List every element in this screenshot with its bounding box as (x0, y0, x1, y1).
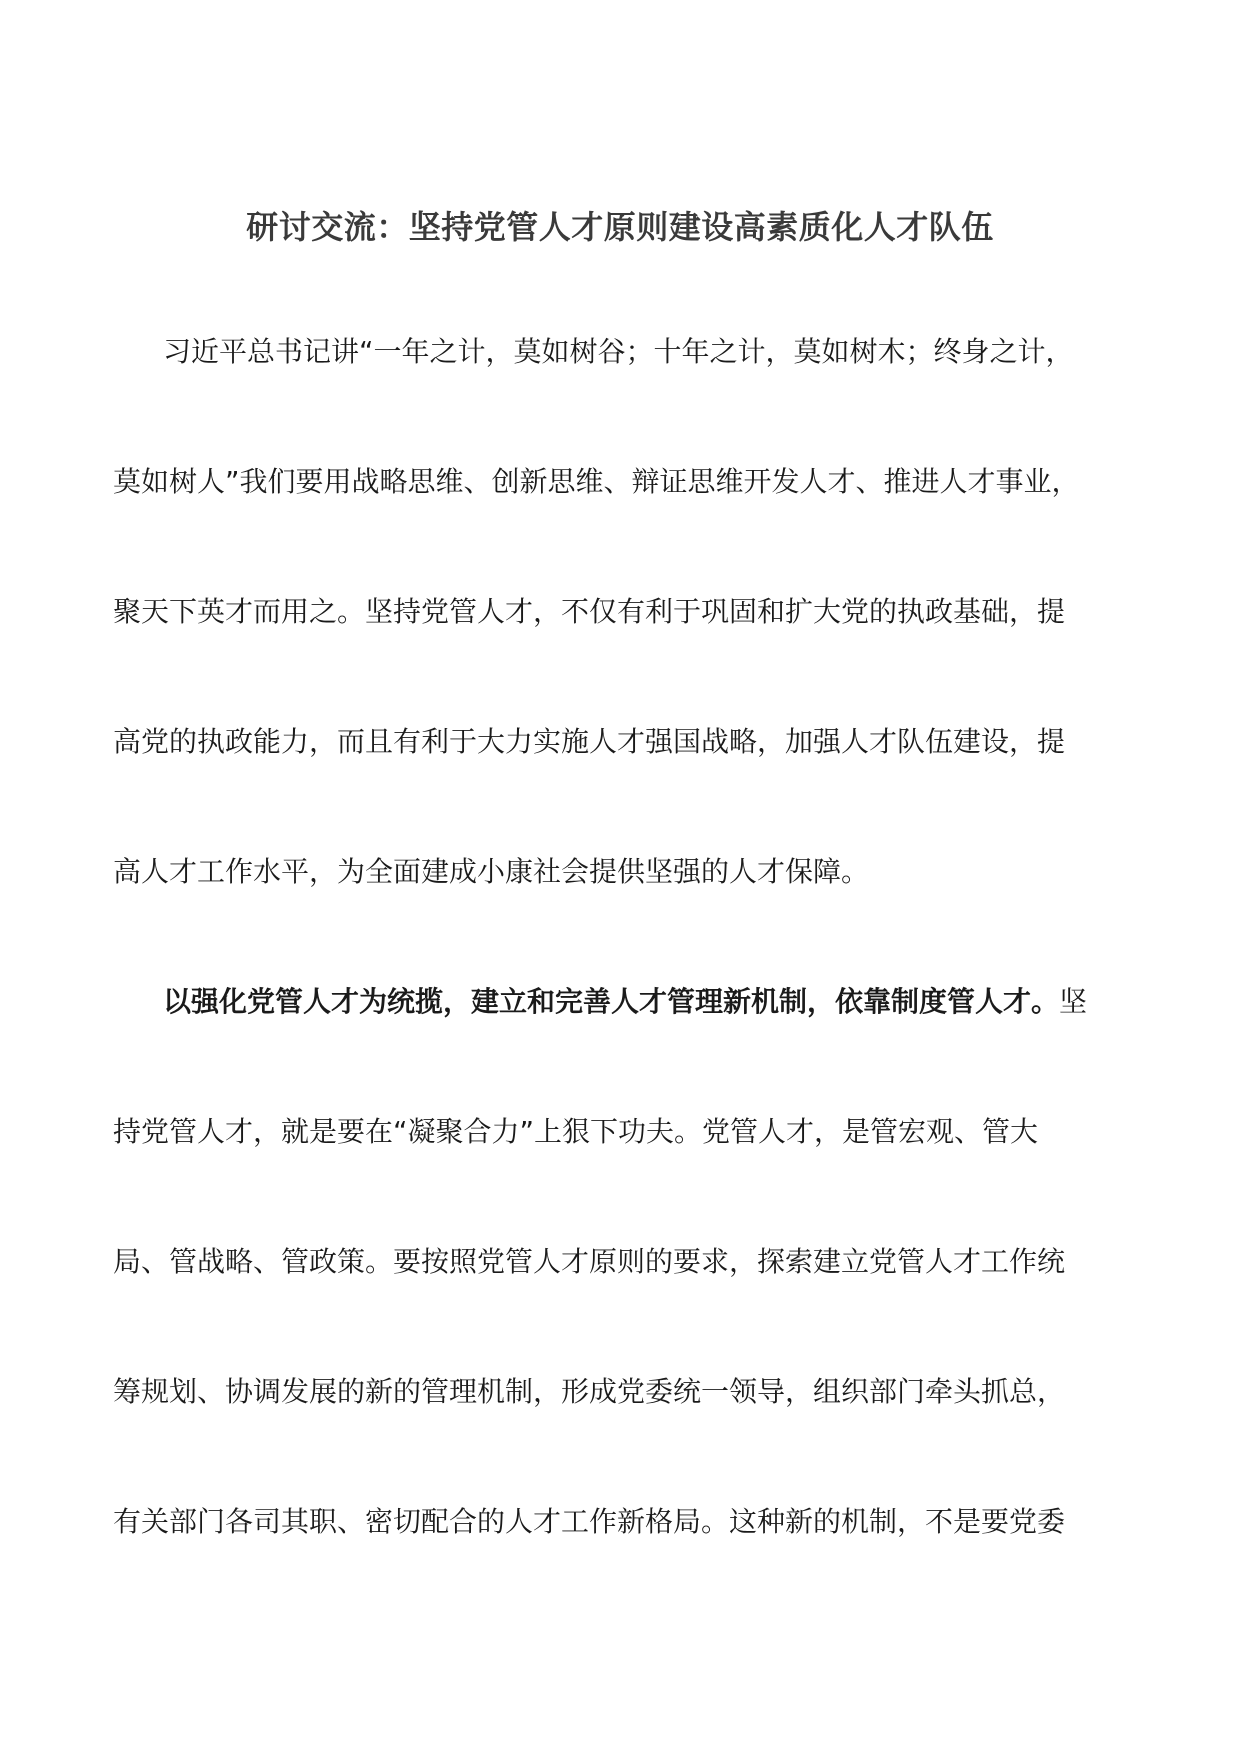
paragraph-2-line-2: 持党管人才，就是要在“凝聚合力”上狠下功夫。党管人才，是管宏观、管大 (113, 1115, 1039, 1148)
paragraph-1-line-4: 高党的执政能力，而且有利于大力实施人才强国战略，加强人才队伍建设，提 (113, 725, 1066, 758)
paragraph-2-line-5: 有关部门各司其职、密切配合的人才工作新格局。这种新的机制，不是要党委 (113, 1505, 1066, 1538)
paragraph-1-line-1: 习近平总书记讲“一年之计，莫如树谷；十年之计，莫如树木；终身之计， (163, 335, 1074, 368)
paragraph-2-heading: 以强化党管人才为统揽，建立和完善人才管理新机制，依靠制度管人才。 (163, 985, 1060, 1018)
paragraph-1-line-2: 莫如树人”我们要用战略思维、创新思维、辩证思维开发人才、推进人才事业， (113, 465, 1080, 498)
document-title: 研讨交流：坚持党管人才原则建设高素质化人才队伍 (246, 208, 994, 246)
paragraph-2-heading-tail: 坚 (1059, 985, 1088, 1018)
paragraph-1-line-3: 聚天下英才而用之。坚持党管人才，不仅有利于巩固和扩大党的执政基础，提 (113, 595, 1066, 628)
paragraph-2-line-4: 筹规划、协调发展的新的管理机制，形成党委统一领导，组织部门牵头抓总， (113, 1375, 1066, 1408)
paragraph-2-line-1 (163, 982, 1087, 1022)
paragraph-2-line-3: 局、管战略、管政策。要按照党管人才原则的要求，探索建立党管人才工作统 (113, 1245, 1066, 1278)
paragraph-1-line-5: 高人才工作水平，为全面建成小康社会提供坚强的人才保障。 (113, 855, 870, 888)
